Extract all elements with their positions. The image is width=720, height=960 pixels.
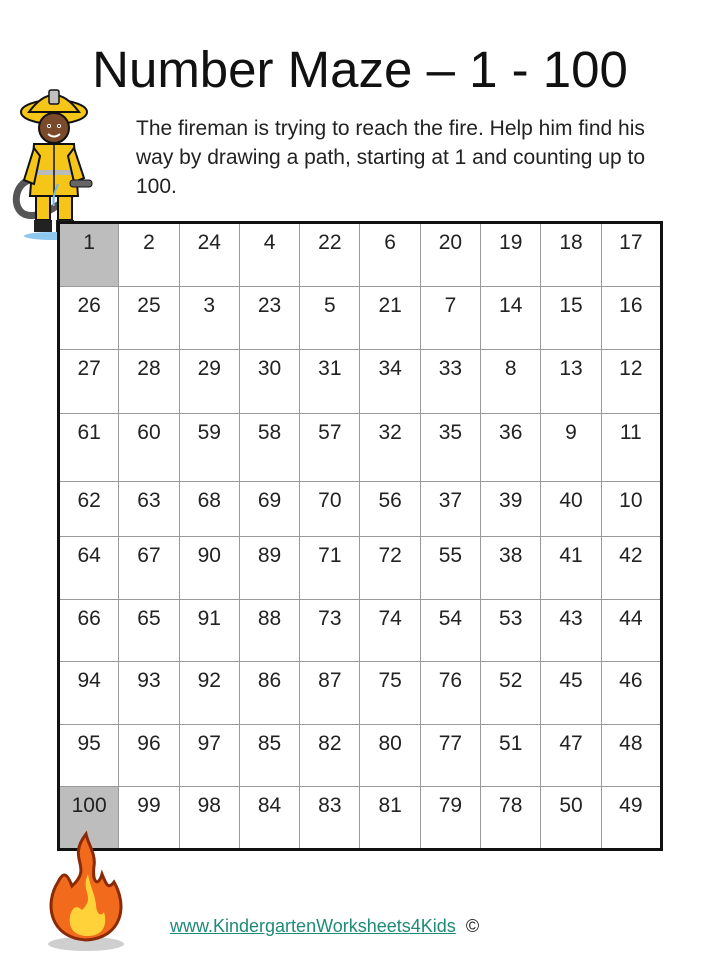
maze-cell[interactable]: 50 bbox=[541, 787, 601, 850]
maze-cell[interactable]: 63 bbox=[119, 482, 179, 537]
maze-cell[interactable]: 18 bbox=[541, 223, 601, 287]
maze-cell[interactable]: 86 bbox=[239, 662, 299, 725]
maze-row bbox=[59, 286, 662, 350]
maze-cell[interactable]: 56 bbox=[360, 482, 420, 537]
maze-cell[interactable]: 35 bbox=[420, 413, 480, 482]
maze-cell[interactable]: 78 bbox=[481, 787, 541, 850]
maze-cell[interactable]: 39 bbox=[481, 482, 541, 537]
maze-cell[interactable]: 9 bbox=[541, 413, 601, 482]
maze-cell[interactable]: 32 bbox=[360, 413, 420, 482]
maze-cell[interactable]: 34 bbox=[360, 350, 420, 414]
maze-cell[interactable]: 80 bbox=[360, 724, 420, 787]
maze-cell[interactable]: 8 bbox=[481, 350, 541, 414]
maze-cell[interactable]: 66 bbox=[59, 599, 119, 662]
fireman-illustration-icon bbox=[12, 84, 122, 244]
maze-row bbox=[59, 223, 662, 287]
maze-cell[interactable]: 13 bbox=[541, 350, 601, 414]
maze-cell[interactable]: 28 bbox=[119, 350, 179, 414]
maze-row bbox=[59, 350, 662, 414]
maze-cell[interactable]: 89 bbox=[239, 536, 299, 599]
maze-cell[interactable]: 12 bbox=[601, 350, 661, 414]
maze-cell[interactable]: 76 bbox=[420, 662, 480, 725]
maze-cell[interactable]: 17 bbox=[601, 223, 661, 287]
maze-cell[interactable]: 5 bbox=[300, 286, 360, 350]
footer bbox=[170, 914, 479, 938]
maze-cell[interactable]: 83 bbox=[300, 787, 360, 850]
maze-row bbox=[59, 482, 662, 537]
maze-cell[interactable]: 92 bbox=[179, 662, 239, 725]
maze-cell[interactable]: 4 bbox=[239, 223, 299, 287]
copyright-symbol: © bbox=[465, 916, 480, 936]
maze-cell[interactable]: 25 bbox=[119, 286, 179, 350]
maze-cell[interactable]: 99 bbox=[119, 787, 179, 850]
maze-cell[interactable]: 68 bbox=[179, 482, 239, 537]
maze-cell[interactable]: 96 bbox=[119, 724, 179, 787]
maze-cell[interactable]: 98 bbox=[179, 787, 239, 850]
maze-cell[interactable]: 29 bbox=[179, 350, 239, 414]
maze-cell[interactable]: 43 bbox=[541, 599, 601, 662]
maze-cell[interactable]: 57 bbox=[300, 413, 360, 482]
instructions-text: The fireman is trying to reach the fire. Help him find his way by drawing a path, starting at 1 and counting up to 100. bbox=[136, 117, 645, 198]
maze-cell[interactable]: 19 bbox=[481, 223, 541, 287]
maze-cell[interactable]: 94 bbox=[59, 662, 119, 725]
maze-cell[interactable]: 46 bbox=[601, 662, 661, 725]
maze-cell[interactable]: 52 bbox=[481, 662, 541, 725]
maze-cell[interactable]: 53 bbox=[481, 599, 541, 662]
maze-cell[interactable]: 70 bbox=[300, 482, 360, 537]
number-maze-grid bbox=[57, 221, 663, 851]
maze-cell[interactable]: 91 bbox=[179, 599, 239, 662]
maze-cell[interactable]: 45 bbox=[541, 662, 601, 725]
maze-cell[interactable]: 37 bbox=[420, 482, 480, 537]
maze-cell[interactable]: 7 bbox=[420, 286, 480, 350]
maze-row bbox=[59, 413, 662, 482]
maze-cell[interactable]: 49 bbox=[601, 787, 661, 850]
maze-cell[interactable]: 26 bbox=[59, 286, 119, 350]
maze-cell[interactable]: 42 bbox=[601, 536, 661, 599]
maze-cell[interactable]: 95 bbox=[59, 724, 119, 787]
maze-cell[interactable]: 38 bbox=[481, 536, 541, 599]
maze-cell[interactable]: 40 bbox=[541, 482, 601, 537]
maze-cell[interactable]: 3 bbox=[179, 286, 239, 350]
page-title: Number Maze – 1 - 100 bbox=[92, 41, 628, 98]
maze-cell[interactable]: 48 bbox=[601, 724, 661, 787]
maze-cell[interactable]: 58 bbox=[239, 413, 299, 482]
maze-cell[interactable]: 36 bbox=[481, 413, 541, 482]
maze-cell[interactable]: 21 bbox=[360, 286, 420, 350]
maze-cell[interactable]: 2 bbox=[119, 223, 179, 287]
maze-cell[interactable]: 90 bbox=[179, 536, 239, 599]
maze-cell[interactable]: 55 bbox=[420, 536, 480, 599]
maze-cell[interactable]: 15 bbox=[541, 286, 601, 350]
maze-cell[interactable]: 82 bbox=[300, 724, 360, 787]
website-link[interactable]: www.KindergartenWorksheets4Kids bbox=[170, 916, 456, 936]
maze-cell[interactable]: 1 bbox=[59, 223, 119, 287]
maze-cell[interactable]: 14 bbox=[481, 286, 541, 350]
maze-cell[interactable]: 27 bbox=[59, 350, 119, 414]
maze-cell[interactable]: 16 bbox=[601, 286, 661, 350]
maze-cell[interactable]: 59 bbox=[179, 413, 239, 482]
maze-cell[interactable]: 30 bbox=[239, 350, 299, 414]
maze-cell[interactable]: 79 bbox=[420, 787, 480, 850]
maze-cell[interactable]: 10 bbox=[601, 482, 661, 537]
maze-cell[interactable]: 81 bbox=[360, 787, 420, 850]
maze-cell[interactable]: 88 bbox=[239, 599, 299, 662]
maze-cell[interactable]: 74 bbox=[360, 599, 420, 662]
maze-row bbox=[59, 536, 662, 599]
maze-cell[interactable]: 23 bbox=[239, 286, 299, 350]
maze-cell[interactable]: 69 bbox=[239, 482, 299, 537]
maze-cell[interactable]: 75 bbox=[360, 662, 420, 725]
maze-cell[interactable]: 62 bbox=[59, 482, 119, 537]
maze-row bbox=[59, 787, 662, 850]
maze-cell[interactable]: 61 bbox=[59, 413, 119, 482]
maze-cell[interactable]: 22 bbox=[300, 223, 360, 287]
maze-cell[interactable]: 85 bbox=[239, 724, 299, 787]
maze-row bbox=[59, 724, 662, 787]
maze-cell[interactable]: 47 bbox=[541, 724, 601, 787]
maze-cell[interactable]: 87 bbox=[300, 662, 360, 725]
maze-row bbox=[59, 662, 662, 725]
maze-cell[interactable]: 97 bbox=[179, 724, 239, 787]
maze-cell[interactable]: 6 bbox=[360, 223, 420, 287]
maze-cell[interactable]: 84 bbox=[239, 787, 299, 850]
maze-cell[interactable]: 71 bbox=[300, 536, 360, 599]
maze-cell[interactable]: 65 bbox=[119, 599, 179, 662]
flame-illustration-icon bbox=[36, 826, 136, 954]
maze-cell[interactable]: 31 bbox=[300, 350, 360, 414]
maze-cell[interactable]: 44 bbox=[601, 599, 661, 662]
maze-cell[interactable]: 64 bbox=[59, 536, 119, 599]
maze-cell[interactable]: 20 bbox=[420, 223, 480, 287]
maze-row bbox=[59, 599, 662, 662]
maze-cell[interactable]: 72 bbox=[360, 536, 420, 599]
maze-cell[interactable]: 41 bbox=[541, 536, 601, 599]
maze-cell[interactable]: 51 bbox=[481, 724, 541, 787]
maze-cell[interactable]: 11 bbox=[601, 413, 661, 482]
maze-cell[interactable]: 93 bbox=[119, 662, 179, 725]
maze-cell[interactable]: 73 bbox=[300, 599, 360, 662]
maze-cell[interactable]: 54 bbox=[420, 599, 480, 662]
maze-cell[interactable]: 100 bbox=[59, 787, 119, 850]
maze-cell[interactable]: 77 bbox=[420, 724, 480, 787]
maze-cell[interactable]: 67 bbox=[119, 536, 179, 599]
maze-cell[interactable]: 60 bbox=[119, 413, 179, 482]
maze-cell[interactable]: 24 bbox=[179, 223, 239, 287]
maze-cell[interactable]: 33 bbox=[420, 350, 480, 414]
